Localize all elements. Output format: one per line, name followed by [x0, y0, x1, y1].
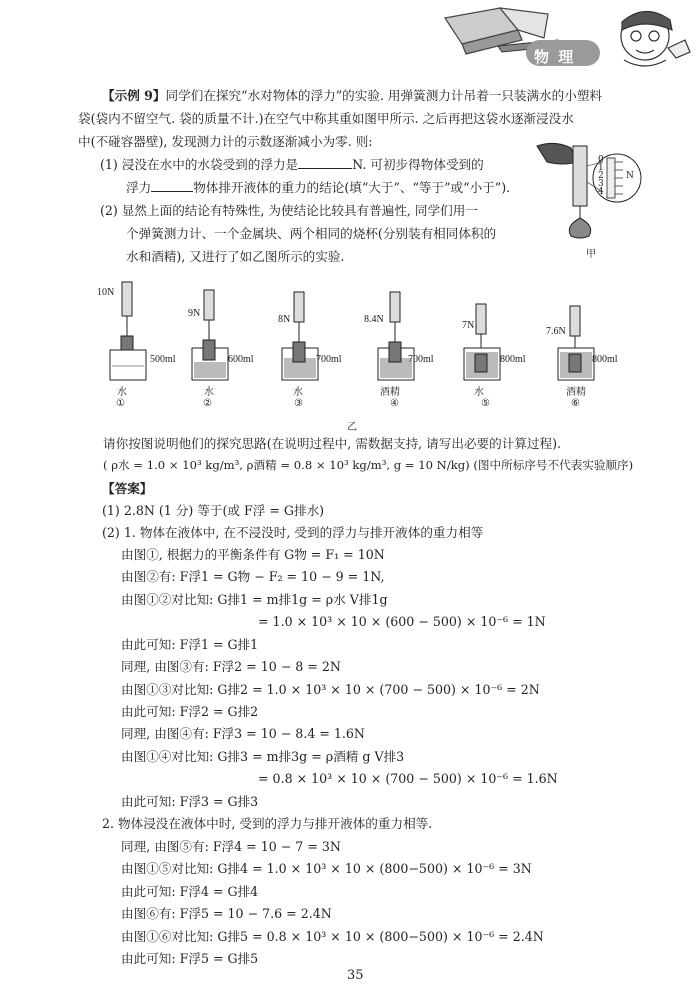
setup-6-reading: 7.6N	[546, 326, 566, 337]
answer-label: 【答案】	[102, 481, 153, 496]
scale-tick-0: 0	[598, 155, 604, 165]
setup-3-liquid: 水	[204, 387, 214, 398]
scale-tick-2: 2	[598, 171, 604, 181]
setup-3-index: ②	[203, 398, 212, 409]
setup-5-scale	[464, 304, 500, 380]
answer-line-12: 由图①④对比知: G排3 = m排3g = ρ酒精 g V排3	[121, 749, 405, 764]
answer-line-7: 由此可知: F浮1 = G排1	[121, 637, 259, 652]
question-1-line-1: (1) 浸没在水中的水袋受到的浮力是 N. 可初步得物体受到的	[100, 157, 484, 172]
setup-2-volume: 500ml	[150, 354, 176, 365]
figure-yi	[100, 270, 660, 400]
example-label: 【示例 9】	[102, 88, 166, 103]
answer-line-21: 由此可知: F浮5 = G排5	[121, 951, 259, 966]
answer-line-16: 同理, 由图⑤有: F浮4 = 10 − 7 = 3N	[121, 839, 341, 854]
setup-4-reading: 8.4N	[364, 314, 384, 325]
answer-line-8: 同理, 由图③有: F浮2 = 10 − 8 = 2N	[121, 659, 341, 674]
setup-6-index: ⑤	[481, 398, 490, 409]
setup-3-scale	[282, 292, 318, 380]
setup-2-scale	[192, 290, 228, 380]
answer-line-13: = 0.8 × 10³ × 10 × (700 − 500) × 10⁻⁶ = 1.6N	[258, 771, 558, 786]
answer-line-5: 由图①②对比知: G排1 = m排1g = ρ水 V排1g	[121, 592, 388, 607]
blank-buoyancy	[298, 168, 352, 169]
setup-6-liquid: 水	[474, 387, 484, 398]
subject-title: 物 理	[534, 48, 576, 66]
example-line-3: 中(不碰容器壁), 发现测力计的示数逐渐减小为零. 则:	[78, 134, 373, 149]
example-line-1: 【示例 9】同学们在探究“水对物体的浮力”的实验. 用弹簧测力计吊着一只装满水的小塑料	[102, 88, 603, 103]
answer-line-6: = 1.0 × 10³ × 10 × (600 − 500) × 10⁻⁶ = 1N	[258, 614, 546, 629]
example-line-2: 袋(袋内不留空气. 袋的质量不计.)在空气中称其重如图甲所示. 之后再把这袋水逐渐浸没水	[78, 111, 574, 126]
setup-5-index: ④	[390, 398, 399, 409]
setup-7-index: ⑥	[571, 398, 580, 409]
setup-4-index: ③	[294, 398, 303, 409]
answer-line-17: 由图①⑤对比知: G排4 = 1.0 × 10³ × 10 × (800−500) × 10⁻⁶ = 3N	[121, 861, 532, 876]
answer-line-2: (2) 1. 物体在液体中, 在不浸没时, 受到的浮力与排开液体的重力相等	[102, 525, 484, 540]
setup-4-liquid: 水	[293, 387, 303, 398]
setup-5-volume: 700ml	[408, 354, 434, 365]
blank-comparison	[151, 191, 193, 192]
question-3-line-2: ( ρ水 = 1.0 × 10³ kg/m³, ρ酒精 = 0.8 × 10³ kg/m³, g = 10 N/kg) (图中所标序号不代表实验顺序)	[103, 458, 634, 472]
answer-line-3: 由图①, 根据力的平衡条件有 G物 = F₁ = 10N	[121, 547, 385, 562]
setup-7-liquid: 酒精	[566, 387, 586, 398]
answer-line-4: 由图②有: F浮1 = G物 − F₂ = 10 − 9 = 1N,	[121, 569, 385, 584]
answer-line-10: 由此可知: F浮2 = G排2	[121, 704, 259, 719]
setup-2-reading: 9N	[188, 308, 201, 319]
hand-icon	[537, 143, 577, 164]
answer-line-20: 由图①⑥对比知: G排5 = 0.8 × 10³ × 10 × (800−500) × 10⁻⁶ = 2.4N	[121, 929, 544, 944]
figure-yi-label: 乙	[347, 422, 357, 433]
scale-tick-1: 1	[598, 163, 604, 173]
setup-5-liquid: 酒精	[380, 387, 400, 398]
answer-line-19: 由图⑥有: F浮5 = 10 − 7.6 = 2.4N	[121, 906, 332, 921]
setup-1-scale	[110, 282, 146, 380]
question-2-line-2: 个弹簧测力计、一个金属块、两个相同的烧杯(分别装有相同体积的	[126, 226, 497, 241]
setup-2-index: ①	[116, 398, 125, 409]
setup-1-reading: 10N	[97, 287, 115, 298]
setup-2-liquid: 水	[117, 387, 127, 398]
cartoon-kid-icon	[621, 11, 690, 66]
setup-6-scale	[558, 306, 594, 380]
answer-line-11: 同理, 由图④有: F浮3 = 10 − 8.4 = 1.6N	[121, 726, 365, 741]
scale-unit: N	[626, 171, 634, 181]
setup-3-volume: 600ml	[228, 354, 254, 365]
answer-line-18: 由此可知: F浮4 = G排4	[121, 884, 259, 899]
page-number: 35	[347, 968, 364, 983]
scale-tick-3: 3	[598, 179, 604, 189]
figure-jia	[535, 140, 645, 240]
question-3-line-1: 请你按图说明他们的探究思路(在说明过程中, 需数据支持, 请写出必要的计算过程).	[103, 436, 562, 451]
scale-tick-4: 4	[598, 187, 604, 197]
setup-6-volume: 800ml	[500, 354, 526, 365]
answer-line-15: 2. 物体浸没在液体中时, 受到的浮力与排开液体的重力相等.	[102, 816, 433, 831]
setup-4-volume: 700ml	[316, 354, 342, 365]
answer-line-14: 由此可知: F浮3 = G排3	[121, 794, 259, 809]
question-2-line-1: (2) 显然上面的结论有特殊性, 为使结论比较具有普遍性, 同学们用一	[100, 203, 478, 218]
answer-line-9: 由图①③对比知: G排2 = 1.0 × 10³ × 10 × (700 − 500) × 10⁻⁶ = 2N	[121, 682, 540, 697]
setup-3-reading: 8N	[278, 314, 291, 325]
setup-4-scale	[378, 292, 414, 380]
question-2-line-3: 水和酒精), 又进行了如乙图所示的实验.	[126, 249, 345, 264]
water-bag-icon	[569, 218, 590, 238]
setup-7-volume: 800ml	[592, 354, 618, 365]
question-1-line-2: 浮力 物体排开液体的重力的结论(填“大于”、“等于”或“小于”).	[126, 180, 511, 195]
figure-jia-label: 甲	[586, 249, 596, 260]
setup-5-reading: 7N	[462, 320, 475, 331]
answer-line-1: (1) 2.8N (1 分) 等于(或 F浮 = G排水)	[102, 503, 325, 518]
